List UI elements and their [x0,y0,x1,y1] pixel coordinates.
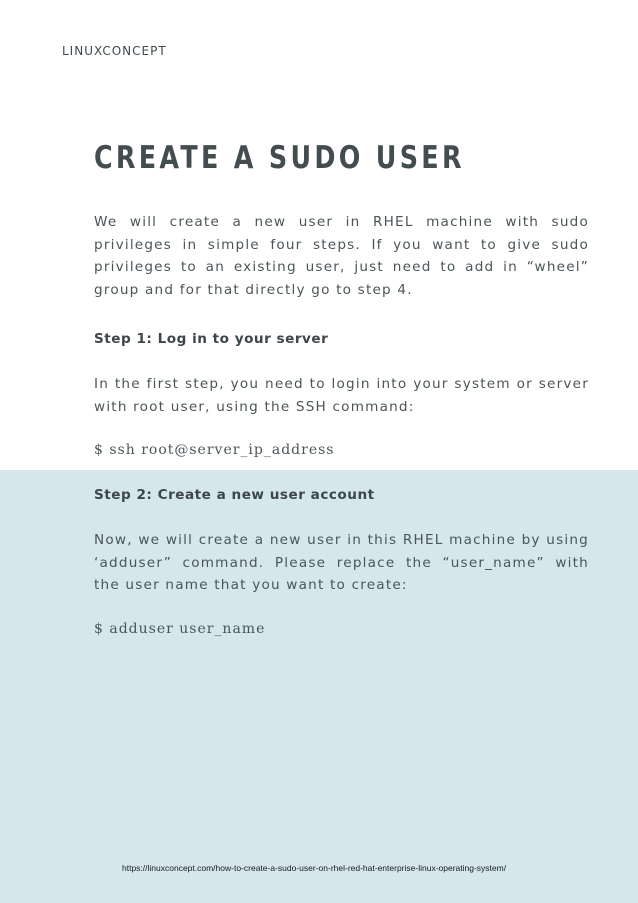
page-title: CREATE A SUDO USER [94,140,465,176]
step-2-heading: Step 2: Create a new user account [94,487,375,503]
step-2-text: Now, we will create a new user in this RHEL machine by using ‘adduser” command. Please replace the “user_name” with the user name that you want to create: [94,532,589,594]
step-1-text: In the first step, you need to login into your system or server with root user, using the SSH command: [94,376,589,415]
step-1-command: $ ssh root@server_ip_address [94,442,335,458]
step-2-command: $ adduser user_name [94,621,266,637]
intro-paragraph: We will create a new user in RHEL machine with sudo privileges in simple four steps. If you want to give sudo privileges to an existing user, just need to add in “wheel” group and for that directly go to step 4. [94,214,589,298]
brand-name: LINUXCONCEPT [62,44,167,58]
source-url-link[interactable]: https://linuxconcept.com/how-to-create-a-sudo-user-on-rhel-red-hat-enterprise-linux-operating-system/ [122,863,507,873]
step-1-heading: Step 1: Log in to your server [94,331,329,347]
